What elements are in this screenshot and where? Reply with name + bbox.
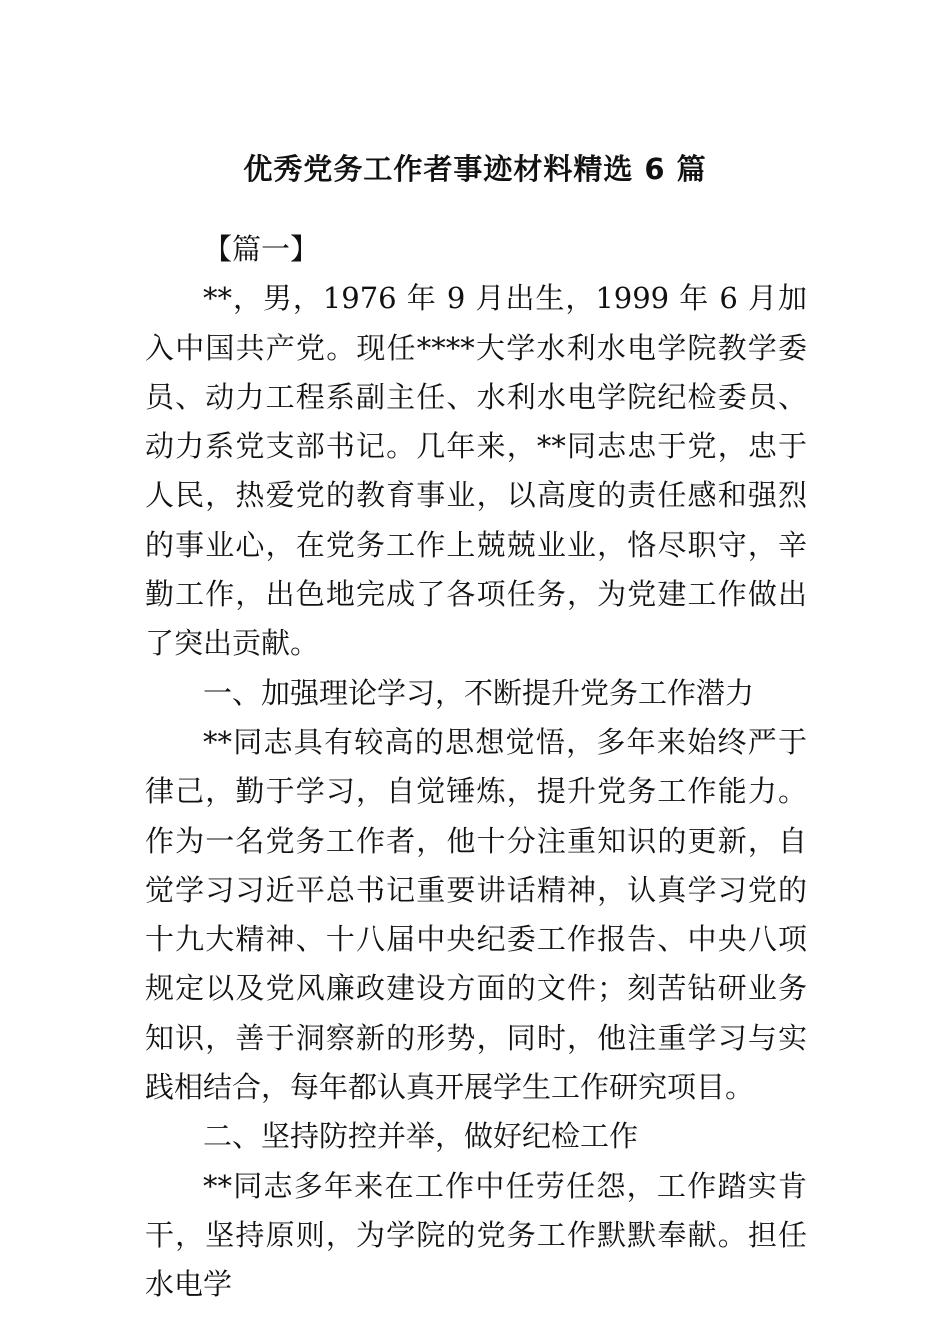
section-heading-1: 一、加强理论学习，不断提升党务工作潜力 [203, 675, 755, 710]
section-label: 【篇一】 [203, 232, 320, 266]
paragraph-section-2: **同志多年来在工作中任劳任怨，工作踏实肯干，坚持原则，为学院的党务工作默默奉献。担任水电学 [145, 1168, 807, 1302]
paragraph-section-1: **同志具有较高的思想觉悟，多年来始终严于律己，勤于学习，自觉锤炼，提升党务工作能力。作为一名党务工作者，他十分注重知识的更新，自觉学习习近平总书记重要讲话精神，认真学习党的十九大精神、十八届中央纪委工作报告、中央八项规定以及党风廉政建设方面的文件；刻苦钻研业务知识，善于洞察新的形势，同时，他注重学习与实践相结合，每年都认真开展学生工作研究项目。 [145, 724, 807, 1105]
section-heading-2: 二、坚持防控并举，做好纪检工作 [203, 1119, 639, 1154]
document-title: 优秀党务工作者事迹材料精选 6 篇 [243, 152, 707, 187]
paragraph-intro: **，男，1976 年 9 月出生，1999 年 6 月加入中国共产党。现任****大学水利水电学院教学委员、动力工程系副主任、水利水电学院纪检委员、动力系党支部书记。几年来，**同志忠于党，忠于人民，热爱党的教育事业，以高度的责任感和强烈的事业心，在党务工作上兢兢业业，恪尽职守，辛勤工作，出色地完成了各项任务，为党建工作做出了突出贡献。 [145, 281, 807, 661]
document-body [145, 225, 807, 1310]
